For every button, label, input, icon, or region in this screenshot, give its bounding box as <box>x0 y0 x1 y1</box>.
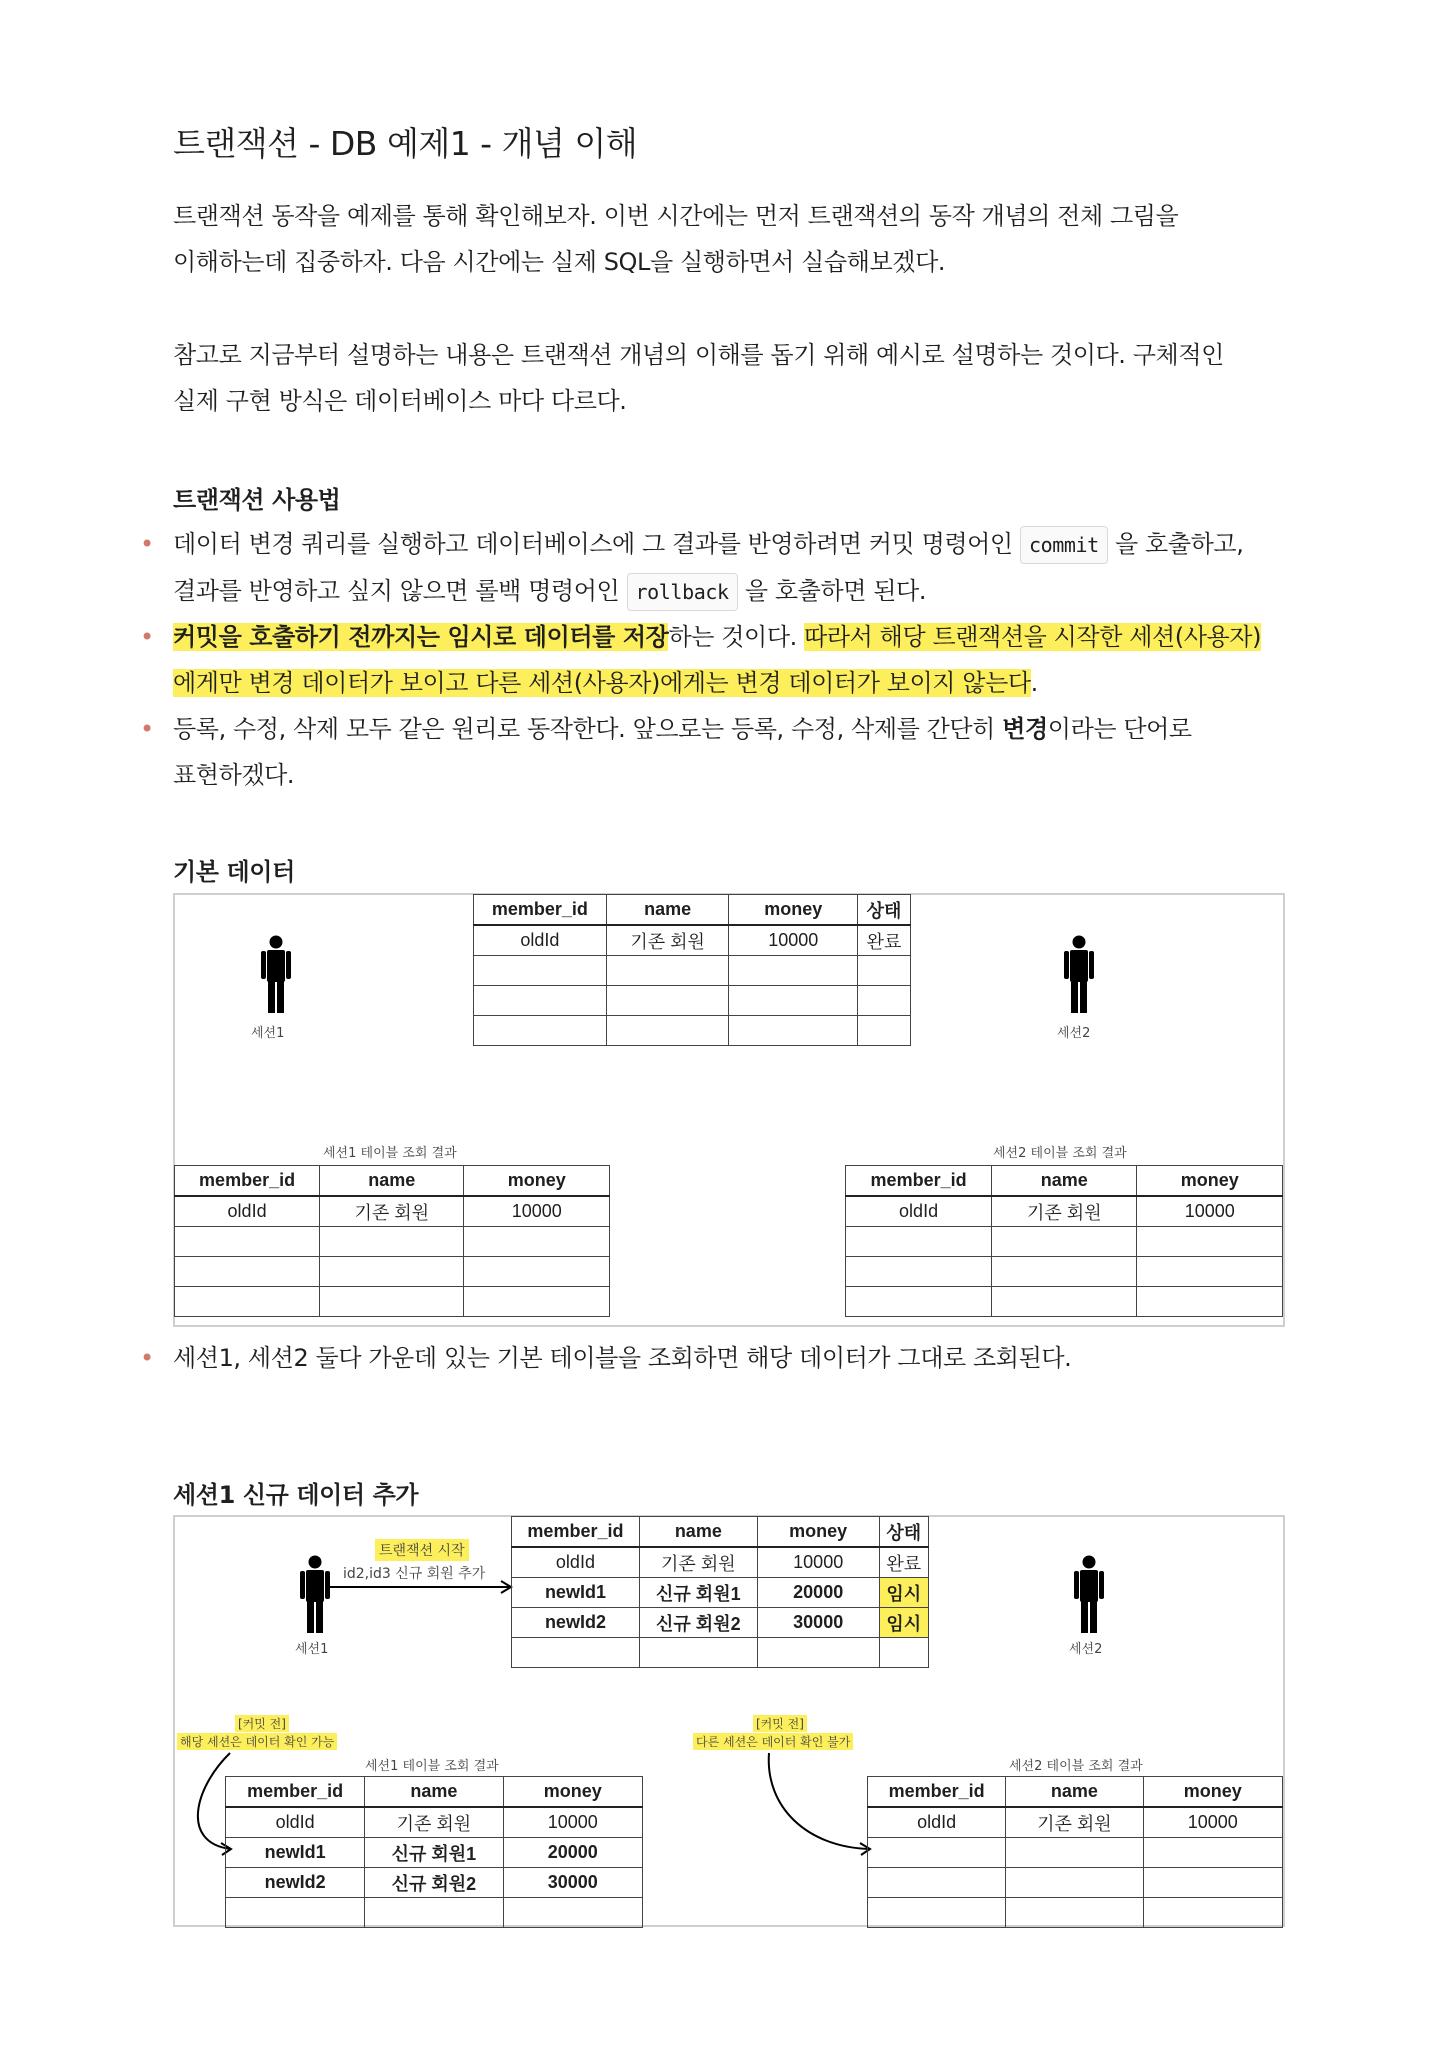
s1-note: 해당 세션은 데이터 확인 가능 <box>177 1733 337 1750</box>
table-row <box>846 1287 1283 1317</box>
session2-label: 세션2 <box>1069 1642 1103 1657</box>
bullet-icon: • <box>140 715 155 743</box>
intro-line-3: 참고로 지금부터 설명하는 내용은 트랜잭션 개념의 이해를 돕기 위해 예시로 설명하는 것이다. 구체적인 <box>173 341 1224 369</box>
table-row: oldId 기존 회원 10000 <box>226 1807 643 1838</box>
bullet-icon: • <box>140 1344 155 1372</box>
usage-bullet-2a: 커밋을 호출하기 전까지는 임시로 데이터를 저장하는 것이다. 따라서 해당 트랜잭션을 시작한 세션(사용자) <box>173 623 1262 651</box>
session1-result-table: member_id name money oldId 기존 회원 10000 newId1 신규 회원1 20000 newId2 신규 회원2 30000 <box>225 1776 643 1928</box>
table-row <box>846 1227 1283 1257</box>
table-row <box>175 1257 610 1287</box>
insert-diagram <box>173 1515 1285 1927</box>
tx-start-label: 트랜잭션 시작 <box>375 1539 469 1561</box>
session1-result-table: member_id name money oldId 기존 회원 10000 <box>174 1165 610 1317</box>
table-row: oldId 기존 회원 10000 완료 <box>512 1547 929 1578</box>
table-row <box>474 1016 911 1046</box>
table-row <box>868 1838 1283 1868</box>
usage-bullet-3a: 등록, 수정, 삭제 모두 같은 원리로 동작한다. 앞으로는 등록, 수정, 삭제를 간단히 변경이라는 단어로 <box>173 715 1192 743</box>
person-icon <box>1061 935 1097 1013</box>
session1-label: 세션1 <box>251 1026 285 1041</box>
col-header: 상태 <box>858 895 911 926</box>
table-row: oldId 기존 회원 10000 완료 <box>474 925 911 956</box>
table-row <box>868 1868 1283 1898</box>
bullet-icon: • <box>140 530 155 558</box>
col-header: name <box>606 895 729 926</box>
table-row: oldId 기존 회원 10000 <box>868 1807 1283 1838</box>
session2-caption: 세션2 테이블 조회 결과 <box>1009 1759 1143 1774</box>
col-header: money <box>729 895 858 926</box>
tx-desc-label: id2,id3 신규 회원 추가 <box>343 1566 486 1582</box>
table-row <box>868 1898 1283 1928</box>
basic-note: 세션1, 세션2 둘다 가운데 있는 기본 테이블을 조회하면 해당 데이터가 그대로 조회된다. <box>173 1344 1072 1372</box>
table-row: newId1 신규 회원1 20000 임시 <box>512 1578 929 1608</box>
session2-label: 세션2 <box>1057 1026 1091 1041</box>
insert-heading: 세션1 신규 데이터 추가 <box>173 1481 419 1509</box>
person-icon <box>258 935 294 1013</box>
curved-arrow-icon <box>767 1747 877 1857</box>
table-row <box>474 956 911 986</box>
intro-line-2: 이해하는데 집중하자. 다음 시간에는 실제 SQL을 실행하면서 실습해보겠다. <box>173 248 946 276</box>
session2-result-table: member_id name money oldId 기존 회원 10000 <box>845 1165 1283 1317</box>
table-row <box>226 1898 643 1928</box>
s2-note: 다른 세션은 데이터 확인 불가 <box>693 1733 853 1750</box>
intro-line-1: 트랜잭션 동작을 예제를 통해 확인해보자. 이번 시간에는 먼저 트랜잭션의 동작 개념의 전체 그림을 <box>173 202 1179 230</box>
session1-label: 세션1 <box>295 1642 329 1657</box>
table-row <box>175 1227 610 1257</box>
session1-caption: 세션1 테이블 조회 결과 <box>365 1759 499 1774</box>
table-row <box>474 986 911 1016</box>
table-row <box>512 1638 929 1668</box>
page-title: 트랜잭션 - DB 예제1 - 개념 이해 <box>173 124 638 163</box>
table-row: newId1 신규 회원1 20000 <box>226 1838 643 1868</box>
intro-line-4: 실제 구현 방식은 데이터베이스 마다 다르다. <box>173 387 627 415</box>
table-row <box>846 1257 1283 1287</box>
col-header: member_id <box>474 895 607 926</box>
session2-caption: 세션2 테이블 조회 결과 <box>993 1146 1127 1161</box>
usage-bullet-2b: 에게만 변경 데이터가 보이고 다른 세션(사용자)에게는 변경 데이터가 보이지 않는다. <box>173 669 1038 697</box>
table-row: oldId 기존 회원 10000 <box>846 1196 1283 1227</box>
usage-bullet-1a: 데이터 변경 쿼리를 실행하고 데이터베이스에 그 결과를 반영하려면 커밋 명령어인 commit 을 호출하고, <box>173 521 1243 568</box>
table-row: newId2 신규 회원2 30000 <box>226 1868 643 1898</box>
session1-caption: 세션1 테이블 조회 결과 <box>323 1146 457 1161</box>
usage-bullet-3b: 표현하겠다. <box>173 761 295 789</box>
status-badge: 임시 <box>879 1608 928 1638</box>
table-row <box>175 1287 610 1317</box>
table-row: oldId 기존 회원 10000 <box>175 1196 610 1227</box>
basic-center-table <box>473 894 911 1046</box>
arrow-icon <box>327 1577 517 1597</box>
person-icon <box>1071 1555 1107 1633</box>
session2-result-table: member_id name money oldId 기존 회원 10000 <box>867 1776 1283 1928</box>
status-badge: 임시 <box>879 1578 928 1608</box>
usage-heading: 트랜잭션 사용법 <box>173 486 341 514</box>
s1-note-title: [커밋 전] <box>235 1715 289 1732</box>
bullet-icon: • <box>140 623 155 651</box>
insert-center-table: member_id name money 상태 oldId 기존 회원 10000 완료 newId1 신규 회원1 20000 임시 newId2 신규 회원2 30000 임시 <box>511 1516 929 1668</box>
basic-diagram <box>173 893 1285 1327</box>
s2-note-title: [커밋 전] <box>753 1715 807 1732</box>
basic-heading: 기본 데이터 <box>173 858 295 886</box>
table-row: newId2 신규 회원2 30000 임시 <box>512 1608 929 1638</box>
usage-bullet-1b: 결과를 반영하고 싶지 않으면 롤백 명령어인 rollback 을 호출하면 된다. <box>173 568 926 615</box>
rollback-code: rollback <box>627 573 738 611</box>
commit-code: commit <box>1020 526 1108 564</box>
